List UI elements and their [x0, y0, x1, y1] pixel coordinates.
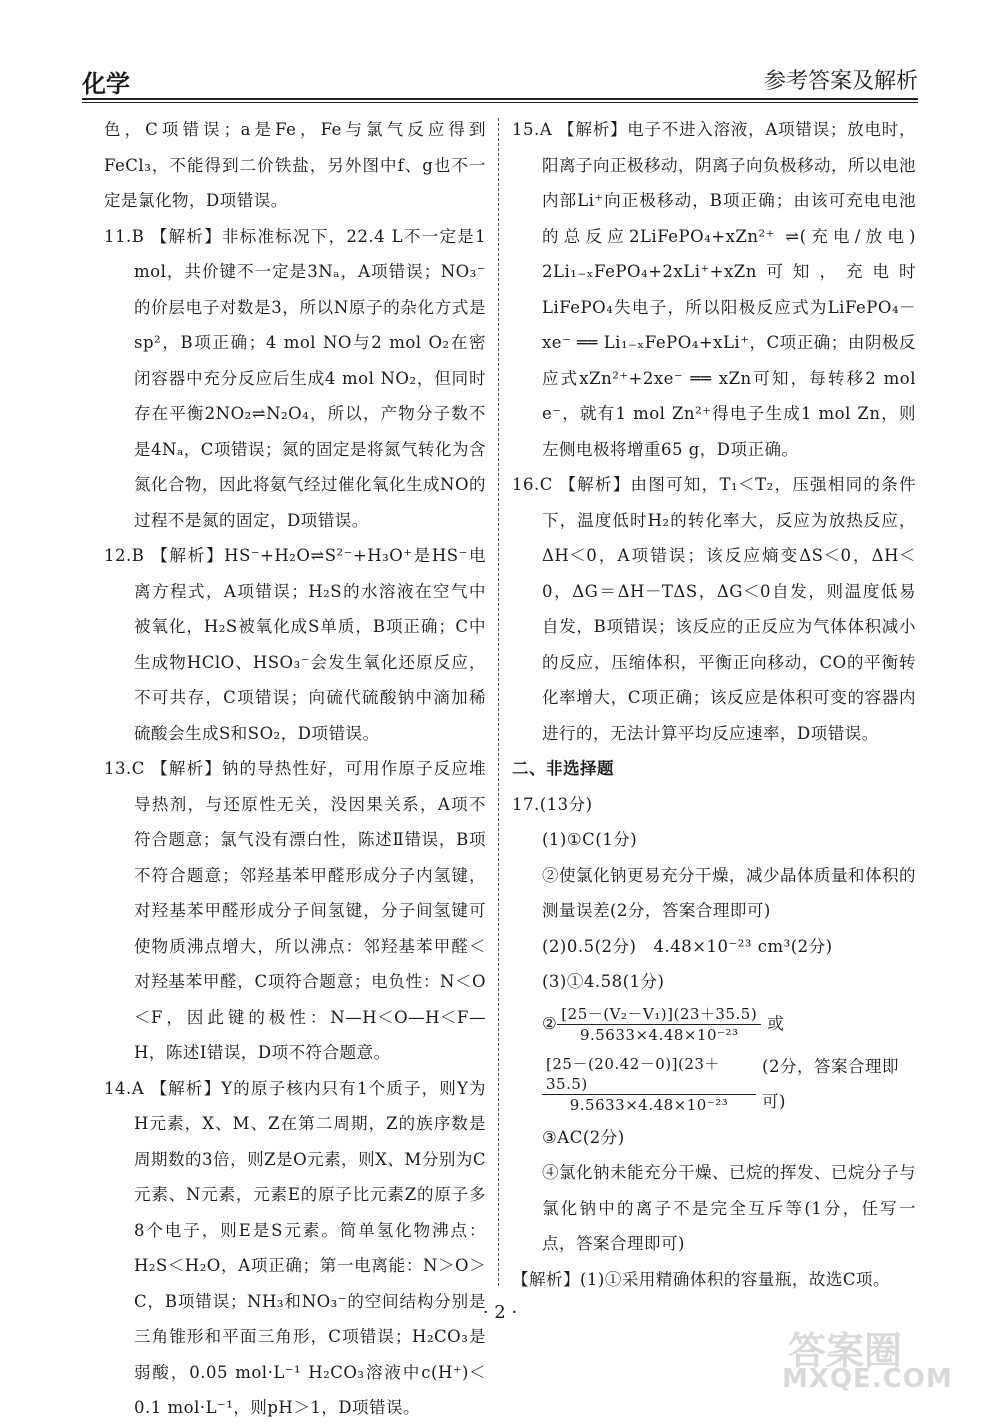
header-rule-thin — [82, 102, 918, 103]
answer-paragraph: 色，C项错误；a是Fe，Fe与氯气反应得到FeCl₃，不能得到二价铁盐，另外图中f、g也不一定是氯化物，D项错误。 — [104, 120, 486, 210]
answer-paragraph: 11.B 【解析】非标准标况下，22.4 L不一定是1 mol，共价键不一定是3Nₐ，A项错误；NO₃⁻的价层电子对数是3，所以N原子的杂化方式是sp²，B项正确；4 mol NO与2 mol O₂在密闭容器中充分反应后生成4 mol NO₂，但同时存在平衡2NO₂⇌N₂O₄，所以，产物分子数不是4Nₐ，C项错误；氮的固定是将氮气转化为含氮化合物，因此将氨气经过催化氧化生成NO的过程不是氮的固定，D项错误。 — [104, 226, 486, 530]
formula-prefix: ② — [542, 1014, 558, 1034]
subject-title: 化学 — [82, 69, 130, 98]
watermark-text: 答案圈 — [788, 1329, 903, 1373]
answer-paragraph: 【解析】(1)①采用精确体积的容量瓶，故选C项。 — [512, 1269, 890, 1289]
left-column — [104, 112, 486, 1426]
answer-paragraph: (1)①C(1分) — [542, 830, 638, 849]
section-heading: 二、非选择题 — [512, 759, 614, 778]
answer-paragraph: ④氯化钠未能充分干燥、已烷的挥发、已烷分子与氯化钠中的离子不是完全互斥等(1分，任写一点，答案合理即可) — [542, 1163, 916, 1253]
document-title: 参考答案及解析 — [763, 69, 918, 94]
fraction — [542, 1054, 756, 1115]
watermark-url: MXQE.COM — [782, 1364, 953, 1394]
fraction-denominator: 9.5633×4.48×10⁻²³ — [569, 1095, 729, 1114]
column-divider — [498, 118, 499, 1286]
fraction — [557, 1004, 761, 1045]
header-rule-thick — [82, 98, 918, 100]
answer-paragraph: ②使氯化钠更易充分干燥，减少晶体质量和体积的测量误差(2分，答案合理即可) — [542, 865, 916, 920]
answer-paragraph: (2)0.5(2分) 4.48×10⁻²³ cm³(2分) — [542, 936, 833, 956]
answer-paragraph: 17.(13分) — [512, 794, 593, 814]
formula-expression-1 — [512, 1000, 916, 1049]
fraction-denominator: 9.5633×4.48×10⁻²³ — [579, 1025, 739, 1044]
answer-paragraph: 14.A 【解析】Y的原子核内只有1个质子，则Y为H元素，X、M、Z在第二周期，Z的族序数是周期数的3倍，则Z是O元素，则X、M分别为C元素、N元素，元素E的原子比元素Z的原子多8个电子，则E是S元素。简单氢化物沸点：H₂S＜H₂O，A项正确；第一电离能：N＞O＞C，B项错误；NH₃和NO₃⁻的空间结构分别是三角锥形和平面三角形，C项错误；H₂CO₃是弱酸，0.05 mol·L⁻¹ H₂CO₃溶液中c(H⁺)＜0.1 mol·L⁻¹，则pH＞1，D项错误。 — [104, 1078, 486, 1417]
answer-paragraph: 15.A 【解析】电子不进入溶液，A项错误；放电时，阳离子向正极移动，阴离子向负极移动，所以电池内部Li⁺向正极移动，B项正确；由该可充电电池的总反应2LiFePO₄+xZn²⁺ ⇌(充电/放电) 2Li₁₋ₓFePO₄+2xLi⁺+xZn可知，充电时LiFePO₄失电子，所以阳极反应式为LiFePO₄－xe⁻ ══ Li₁₋ₓFePO₄+xLi⁺，C项正确；由阴极反应式xZn²⁺+2xe⁻ ══ xZn可知，每转移2 mol e⁻，就有1 mol Zn²⁺得电子生成1 mol Zn，则左侧电极将增重65 g，D项正确。 — [512, 120, 916, 459]
formula-suffix: (2分，答案合理即可) — [762, 1056, 899, 1111]
fraction-numerator: [25－(20.42－0)](23＋35.5) — [542, 1054, 756, 1095]
formula-expression-2 — [512, 1049, 916, 1120]
page-number: · 2 · — [482, 1302, 518, 1323]
answer-paragraph: ③AC(2分) — [542, 1127, 625, 1147]
right-column — [512, 112, 916, 1297]
formula-suffix: 或 — [767, 1014, 785, 1034]
fraction-numerator: [25－(V₂－V₁)](23＋35.5) — [557, 1004, 761, 1025]
watermark-logo — [764, 1318, 974, 1398]
answer-paragraph: (3)①4.58(1分) — [542, 972, 665, 991]
answer-paragraph: 13.C 【解析】钠的导热性好，可用作原子反应堆导热剂，与还原性无关，没因果关系，A项不符合题意；氯气没有漂白性，陈述Ⅱ错误，B项不符合题意；邻羟基苯甲醛形成分子内氢键，对羟基苯甲醛形成分子间氢键，分子间氢键可使物质沸点增大，所以沸点：邻羟基苯甲醛＜对羟基苯甲醛，C项符合题意；电负性：N＜O＜F，因此键的极性：N—H＜O—H＜F—H，陈述Ⅰ错误，D项不符合题意。 — [104, 759, 486, 1062]
answer-paragraph: 16.C 【解析】由图可知，T₁＜T₂，压强相同的条件下，温度低时H₂的转化率大，反应为放热反应，ΔH＜0，A项错误；该反应熵变ΔS＜0，ΔH＜0，ΔG＝ΔH－TΔS，ΔG＜0自发，则温度低易自发，B项错误；该反应的正反应为气体体积减小的反应，压缩体积，平衡正向移动，CO的平衡转化率增大，C项正确；该反应是体积可变的容器内进行的，无法计算平均反应速率，D项错误。 — [512, 475, 916, 743]
answer-paragraph: 12.B 【解析】HS⁻+H₂O⇌S²⁻+H₃O⁺是HS⁻电离方程式，A项错误；H₂S的水溶液在空气中被氧化，H₂S被氧化成S单质，B项正确；C中生成物HClO、HSO₃⁻会发生氧化还原反应，不可共存，C项错误；向硫代硫酸钠中滴加稀硫酸会生成S和SO₂，D项错误。 — [104, 546, 486, 743]
page-header — [82, 60, 918, 96]
